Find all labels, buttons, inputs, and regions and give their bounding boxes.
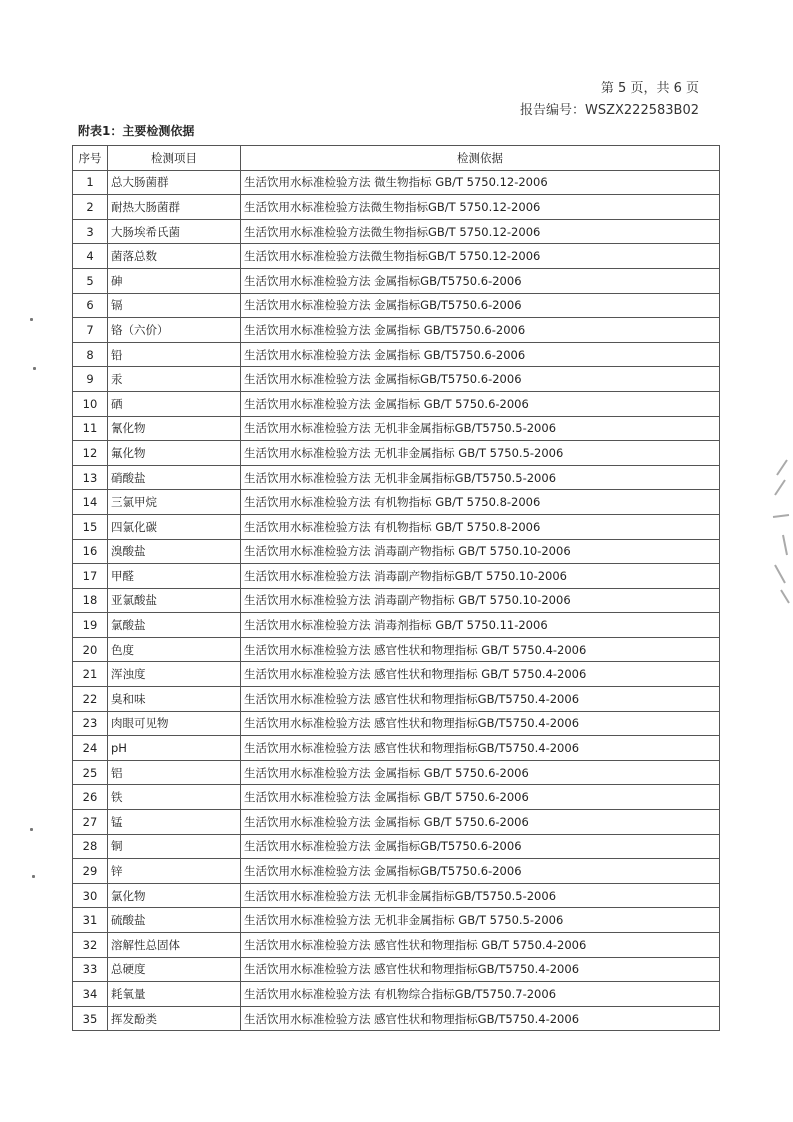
table-row [73, 490, 720, 515]
row-test-basis: 生活饮用水标准检验方法 消毒副产物指标GB/T 5750.10-2006 [241, 564, 720, 589]
row-test-item: 四氯化碳 [108, 514, 241, 539]
table-row [73, 637, 720, 662]
header-test-basis: 检测依据 [241, 146, 720, 171]
row-test-basis: 生活饮用水标准检验方法 无机非金属指标GB/T5750.5-2006 [241, 416, 720, 441]
row-test-item: 浑浊度 [108, 662, 241, 687]
row-test-basis: 生活饮用水标准检验方法 感官性状和物理指标 GB/T 5750.4-2006 [241, 933, 720, 958]
table-row [73, 785, 720, 810]
row-test-item: 挥发酚类 [108, 1006, 241, 1031]
report-number: 报告编号：WSZX222583B02 [519, 103, 699, 118]
row-test-basis: 生活饮用水标准检验方法 无机非金属指标GB/T5750.5-2006 [241, 465, 720, 490]
row-test-item: 锌 [108, 859, 241, 884]
table-row [73, 908, 720, 933]
scan-speck [32, 875, 35, 878]
scan-speck [30, 318, 33, 321]
table-row [73, 834, 720, 859]
table-row [73, 195, 720, 220]
row-serial-number: 26 [73, 785, 108, 810]
row-test-basis: 生活饮用水标准检验方法 金属指标GB/T5750.6-2006 [241, 293, 720, 318]
row-test-item: 亚氯酸盐 [108, 588, 241, 613]
test-basis-table [72, 145, 720, 1031]
row-test-item: 铜 [108, 834, 241, 859]
row-test-basis: 生活饮用水标准检验方法微生物指标GB/T 5750.12-2006 [241, 244, 720, 269]
row-test-basis: 生活饮用水标准检验方法 感官性状和物理指标GB/T5750.4-2006 [241, 711, 720, 736]
table-row [73, 736, 720, 761]
row-serial-number: 4 [73, 244, 108, 269]
row-test-item: 氟化物 [108, 441, 241, 466]
row-test-item: 色度 [108, 637, 241, 662]
row-test-basis: 生活饮用水标准检验方法 金属指标 GB/T 5750.6-2006 [241, 391, 720, 416]
row-serial-number: 32 [73, 933, 108, 958]
row-test-basis: 生活饮用水标准检验方法 金属指标GB/T5750.6-2006 [241, 834, 720, 859]
table-row [73, 613, 720, 638]
table-row [73, 662, 720, 687]
table-row [73, 441, 720, 466]
header-serial-number: 序号 [73, 146, 108, 171]
row-serial-number: 27 [73, 810, 108, 835]
row-test-basis: 生活饮用水标准检验方法 金属指标 GB/T5750.6-2006 [241, 342, 720, 367]
row-serial-number: 35 [73, 1006, 108, 1031]
row-test-basis: 生活饮用水标准检验方法 金属指标 GB/T5750.6-2006 [241, 318, 720, 343]
header-test-item: 检测项目 [108, 146, 241, 171]
table-row [73, 391, 720, 416]
row-test-item: 耐热大肠菌群 [108, 195, 241, 220]
row-serial-number: 18 [73, 588, 108, 613]
row-serial-number: 5 [73, 268, 108, 293]
row-serial-number: 3 [73, 219, 108, 244]
row-test-basis: 生活饮用水标准检验方法 有机物指标 GB/T 5750.8-2006 [241, 490, 720, 515]
table-row [73, 465, 720, 490]
row-test-basis: 生活饮用水标准检验方法 无机非金属指标GB/T5750.5-2006 [241, 883, 720, 908]
table-row [73, 933, 720, 958]
appendix-title: 附表1：主要检测依据 [78, 124, 195, 138]
row-serial-number: 16 [73, 539, 108, 564]
row-serial-number: 8 [73, 342, 108, 367]
table-row [73, 539, 720, 564]
row-test-basis: 生活饮用水标准检验方法 金属指标 GB/T 5750.6-2006 [241, 810, 720, 835]
row-serial-number: 20 [73, 637, 108, 662]
table-row [73, 564, 720, 589]
row-serial-number: 6 [73, 293, 108, 318]
row-serial-number: 23 [73, 711, 108, 736]
row-serial-number: 12 [73, 441, 108, 466]
row-serial-number: 11 [73, 416, 108, 441]
row-serial-number: 2 [73, 195, 108, 220]
row-serial-number: 34 [73, 982, 108, 1007]
row-serial-number: 10 [73, 391, 108, 416]
row-serial-number: 25 [73, 760, 108, 785]
row-test-item: 铅 [108, 342, 241, 367]
row-test-item: 氰化物 [108, 416, 241, 441]
row-test-basis: 生活饮用水标准检验方法 有机物综合指标GB/T5750.7-2006 [241, 982, 720, 1007]
row-test-item: 铬（六价） [108, 318, 241, 343]
row-test-item: 大肠埃希氏菌 [108, 219, 241, 244]
row-test-basis: 生活饮用水标准检验方法 金属指标 GB/T 5750.6-2006 [241, 785, 720, 810]
table-row [73, 367, 720, 392]
row-test-item: pH [108, 736, 241, 761]
row-test-basis: 生活饮用水标准检验方法 金属指标GB/T5750.6-2006 [241, 268, 720, 293]
row-test-basis: 生活饮用水标准检验方法 金属指标GB/T5750.6-2006 [241, 367, 720, 392]
row-test-item: 铝 [108, 760, 241, 785]
row-test-item: 总硬度 [108, 957, 241, 982]
page-number: 第 5 页，共 6 页 [600, 81, 699, 96]
table-row [73, 588, 720, 613]
table-row [73, 810, 720, 835]
table-row [73, 957, 720, 982]
row-test-item: 铁 [108, 785, 241, 810]
row-test-basis: 生活饮用水标准检验方法微生物指标GB/T 5750.12-2006 [241, 219, 720, 244]
table-row [73, 342, 720, 367]
scan-speck [33, 367, 36, 370]
row-test-item: 耗氧量 [108, 982, 241, 1007]
row-test-item: 总大肠菌群 [108, 170, 241, 195]
table-row [73, 514, 720, 539]
table-row [73, 711, 720, 736]
row-serial-number: 28 [73, 834, 108, 859]
row-test-item: 溴酸盐 [108, 539, 241, 564]
seal-fragment-icon [769, 455, 791, 605]
table-row [73, 268, 720, 293]
table-row [73, 219, 720, 244]
row-test-item: 肉眼可见物 [108, 711, 241, 736]
table-row [73, 244, 720, 269]
row-test-basis: 生活饮用水标准检验方法 金属指标 GB/T 5750.6-2006 [241, 760, 720, 785]
row-serial-number: 21 [73, 662, 108, 687]
row-test-basis: 生活饮用水标准检验方法 感官性状和物理指标 GB/T 5750.4-2006 [241, 662, 720, 687]
row-test-item: 硫酸盐 [108, 908, 241, 933]
row-test-basis: 生活饮用水标准检验方法 消毒副产物指标 GB/T 5750.10-2006 [241, 539, 720, 564]
table-row [73, 982, 720, 1007]
row-serial-number: 14 [73, 490, 108, 515]
row-test-item: 溶解性总固体 [108, 933, 241, 958]
row-test-item: 镉 [108, 293, 241, 318]
row-serial-number: 1 [73, 170, 108, 195]
row-test-basis: 生活饮用水标准检验方法 微生物指标 GB/T 5750.12-2006 [241, 170, 720, 195]
row-test-basis: 生活饮用水标准检验方法 无机非金属指标 GB/T 5750.5-2006 [241, 908, 720, 933]
table-row [73, 293, 720, 318]
table-row [73, 1006, 720, 1031]
table-row [73, 859, 720, 884]
row-test-item: 氯化物 [108, 883, 241, 908]
table-row [73, 883, 720, 908]
row-test-basis: 生活饮用水标准检验方法 感官性状和物理指标GB/T5750.4-2006 [241, 687, 720, 712]
table-row [73, 416, 720, 441]
row-serial-number: 29 [73, 859, 108, 884]
row-test-item: 甲醛 [108, 564, 241, 589]
row-serial-number: 9 [73, 367, 108, 392]
row-test-item: 砷 [108, 268, 241, 293]
row-test-item: 锰 [108, 810, 241, 835]
row-test-item: 硒 [108, 391, 241, 416]
row-test-basis: 生活饮用水标准检验方法微生物指标GB/T 5750.12-2006 [241, 195, 720, 220]
table-row [73, 170, 720, 195]
table-row [73, 687, 720, 712]
row-test-basis: 生活饮用水标准检验方法 消毒剂指标 GB/T 5750.11-2006 [241, 613, 720, 638]
row-test-basis: 生活饮用水标准检验方法 无机非金属指标 GB/T 5750.5-2006 [241, 441, 720, 466]
page-info [520, 78, 699, 122]
row-serial-number: 15 [73, 514, 108, 539]
row-serial-number: 30 [73, 883, 108, 908]
row-test-item: 硝酸盐 [108, 465, 241, 490]
row-test-basis: 生活饮用水标准检验方法 感官性状和物理指标 GB/T 5750.4-2006 [241, 637, 720, 662]
row-serial-number: 17 [73, 564, 108, 589]
row-test-item: 氯酸盐 [108, 613, 241, 638]
row-serial-number: 13 [73, 465, 108, 490]
row-serial-number: 22 [73, 687, 108, 712]
row-serial-number: 33 [73, 957, 108, 982]
table-header-row [73, 146, 720, 171]
row-test-item: 臭和味 [108, 687, 241, 712]
row-test-basis: 生活饮用水标准检验方法 有机物指标 GB/T 5750.8-2006 [241, 514, 720, 539]
scan-speck [30, 828, 33, 831]
row-serial-number: 7 [73, 318, 108, 343]
row-serial-number: 19 [73, 613, 108, 638]
row-test-basis: 生活饮用水标准检验方法 感官性状和物理指标GB/T5750.4-2006 [241, 957, 720, 982]
row-serial-number: 31 [73, 908, 108, 933]
table-row [73, 318, 720, 343]
row-test-basis: 生活饮用水标准检验方法 感官性状和物理指标GB/T5750.4-2006 [241, 1006, 720, 1031]
row-test-item: 菌落总数 [108, 244, 241, 269]
row-test-basis: 生活饮用水标准检验方法 消毒副产物指标 GB/T 5750.10-2006 [241, 588, 720, 613]
row-test-item: 汞 [108, 367, 241, 392]
table-row [73, 760, 720, 785]
row-test-basis: 生活饮用水标准检验方法 金属指标GB/T5750.6-2006 [241, 859, 720, 884]
row-test-basis: 生活饮用水标准检验方法 感官性状和物理指标GB/T5750.4-2006 [241, 736, 720, 761]
row-test-item: 三氯甲烷 [108, 490, 241, 515]
row-serial-number: 24 [73, 736, 108, 761]
